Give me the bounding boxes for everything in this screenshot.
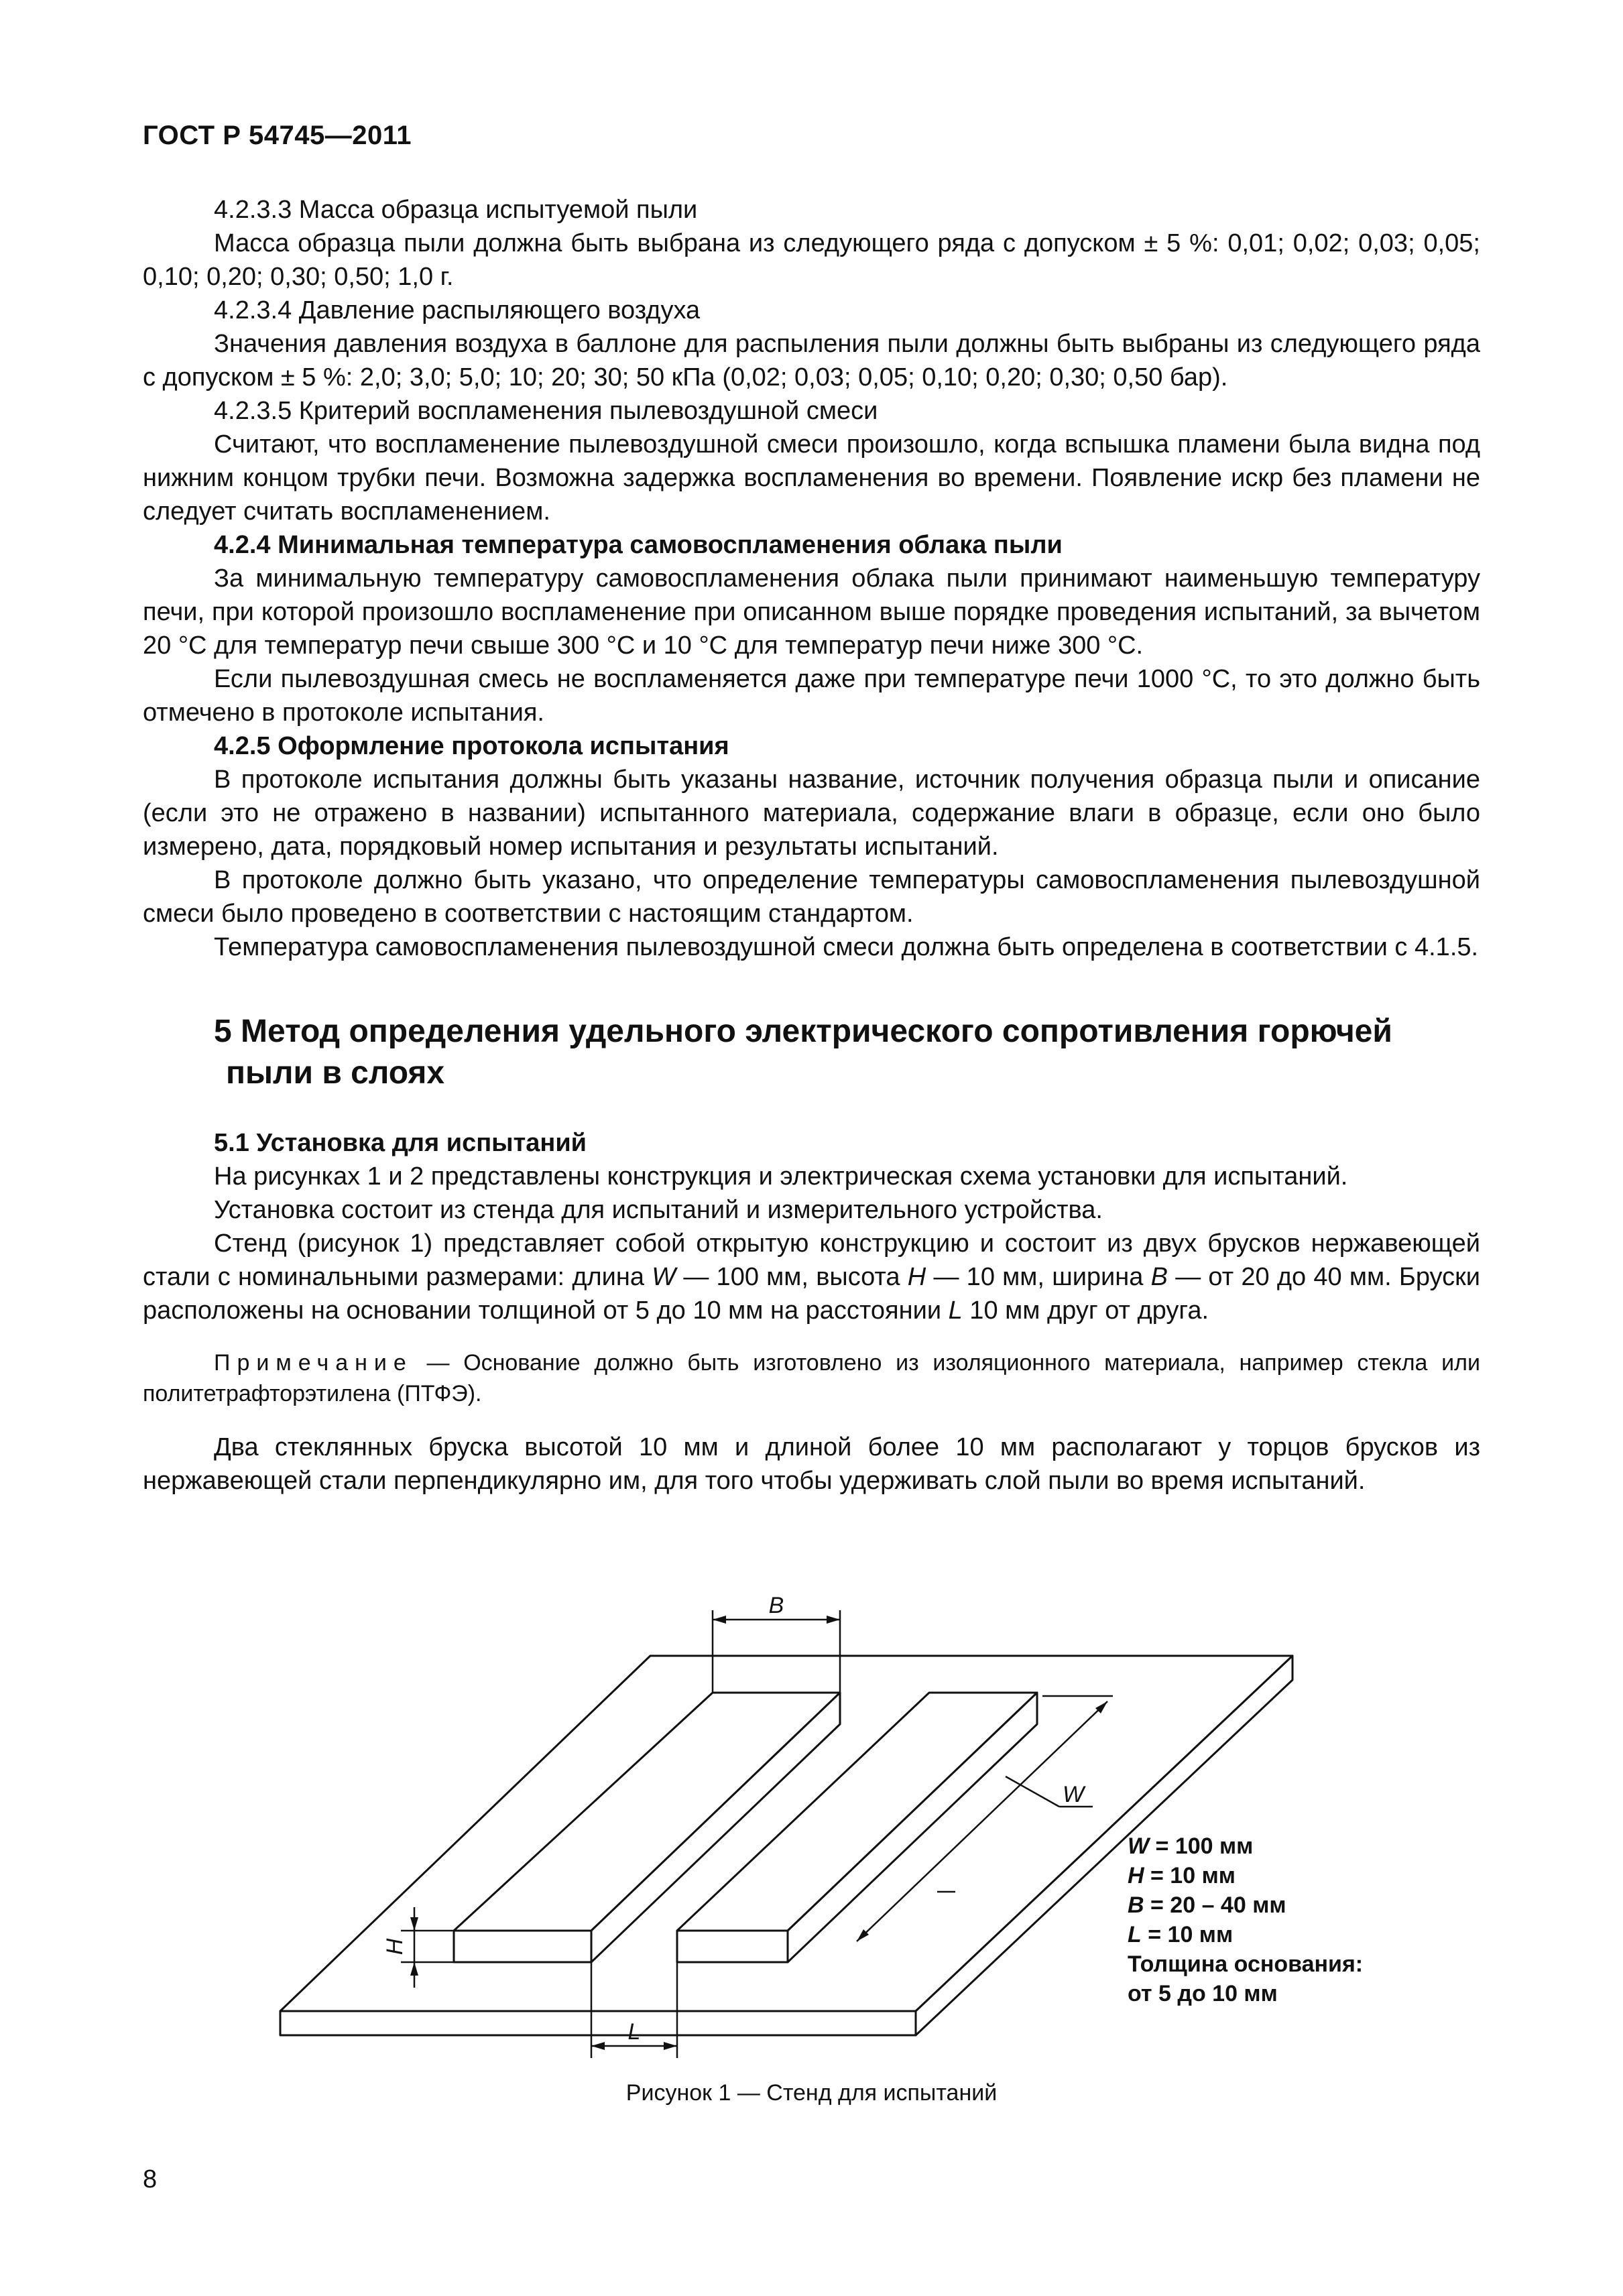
clause-5-1-heading: 5.1 Установка для испытаний xyxy=(214,1129,587,1157)
page-number: 8 xyxy=(143,2165,158,2193)
legend-value: = 10 мм xyxy=(1144,1863,1236,1888)
arrowhead xyxy=(591,2042,605,2050)
legend-value: = 10 мм xyxy=(1141,1922,1234,1947)
note-text: — Основание должно быть изготовлено из изоляционного материала, например стекла или политетрафторэтилена (ПТФЭ). xyxy=(143,1350,1480,1406)
paragraph: Значения давления воздуха в баллоне для распыления пыли должны быть выбраны из следующего ряда с допуском ± 5 %: 2,0; 3,0; 5,0; 10; 20; 30; 50 кПа (0,02; 0,03; 0,05; 0,10; 0,20; 0,30; 0,50 бар). xyxy=(143,330,1480,391)
legend-symbol: W xyxy=(1128,1833,1150,1859)
arrowhead xyxy=(827,1616,840,1624)
legend-base-thickness: Толщина основания: xyxy=(1128,1951,1364,1977)
text-run: — 10 мм, ширина xyxy=(926,1263,1151,1291)
symbol-l: L xyxy=(948,1296,963,1325)
dim-label-h: H xyxy=(382,1938,408,1955)
text-run: — 100 мм, высота xyxy=(676,1263,908,1291)
text-run: Стенд (рисунок 1) представляет собой открытую конструкцию и состоит из двух брусков нержавеющей стали с номинальными размерами: длина xyxy=(143,1229,1480,1291)
symbol-h: H xyxy=(907,1263,926,1291)
legend-l xyxy=(1128,1920,1363,1949)
legend-base-thickness-range: от 5 до 10 мм xyxy=(1128,1981,1278,2006)
paragraph: Если пылевоздушная смесь не воспламеняется даже при температуре печи 1000 °С, то это должно быть отмечено в протоколе испытания. xyxy=(143,665,1480,727)
legend-symbol: H xyxy=(1128,1863,1144,1888)
paragraph: Установка состоит из стенда для испытаний и измерительного устройства. xyxy=(214,1196,1103,1224)
symbol-b: B xyxy=(1150,1263,1168,1291)
text-run: — от 20 до 40 мм. Бруски расположены на основании толщиной от 5 до 10 мм на расстоянии xyxy=(143,1263,1480,1325)
arrowhead xyxy=(664,2042,677,2050)
document-body xyxy=(143,193,1480,1498)
left-bar-front xyxy=(454,1931,591,1962)
paragraph: На рисунках 1 и 2 представлены конструкция и электрическая схема установки для испытаний. xyxy=(214,1162,1348,1191)
section-5-heading-line-1: 5 Метод определения удельного электрического сопротивления горючей xyxy=(214,1014,1392,1049)
legend-value: = 20 – 40 мм xyxy=(1144,1892,1286,1918)
paragraph: Считают, что воспламенение пылевоздушной смеси произошло, когда вспышка пламени была видна под нижним концом трубки печи. Возможна задержка воспламенения во времени. Появление искр без пламени не следует считать воспламенением. xyxy=(143,430,1480,526)
figure-legend xyxy=(1128,1831,1363,2008)
symbol-w: W xyxy=(652,1263,676,1291)
section-5-heading-line-2: пыли в слоях xyxy=(226,1055,445,1091)
dim-label-w: W xyxy=(1063,1782,1085,1807)
paragraph: В протоколе испытания должны быть указаны название, источник получения образца пыли и описание (если это не отражено в названии) испытанного материала, содержание влаги в образце, если оно было измерено, дата, порядковый номер испытания и результаты испытаний. xyxy=(143,766,1480,861)
figure-caption: Рисунок 1 — Стенд для испытаний xyxy=(625,2080,998,2106)
paragraph: Температура самовоспламенения пылевоздушной смеси должна быть определена в соответствии с 4.1.5. xyxy=(214,933,1479,961)
legend-symbol: L xyxy=(1128,1922,1142,1947)
legend-b xyxy=(1128,1890,1363,1920)
clause-4-2-3-3-title: 4.2.3.3 Масса образца испытуемой пыли xyxy=(214,196,698,224)
paragraph: В протоколе должно быть указано, что определение температуры самовоспламенения пылевоздушной смеси было проведено в соответствии с настоящим стандартом. xyxy=(143,866,1480,928)
clause-4-2-5-heading: 4.2.5 Оформление протокола испытания xyxy=(214,732,729,760)
base-plate-front xyxy=(280,2011,916,2035)
arrowhead xyxy=(713,1616,726,1624)
legend-w xyxy=(1128,1831,1363,1861)
paragraph: Два стеклянных бруска высотой 10 мм и длиной более 10 мм располагают у торцов брусков из нержавеющей стали перпендикулярно им, для того чтобы удерживать слой пыли во время испытаний. xyxy=(143,1433,1480,1495)
clause-4-2-3-5-title: 4.2.3.5 Критерий воспламенения пылевоздушной смеси xyxy=(214,397,878,425)
paragraph-stand-description xyxy=(143,1227,1480,1327)
text-run: 10 мм друг от друга. xyxy=(962,1296,1209,1325)
legend-h xyxy=(1128,1861,1363,1890)
note-label: Примечание xyxy=(214,1350,413,1376)
right-bar-front xyxy=(677,1931,788,1962)
clause-4-2-3-4-title: 4.2.3.4 Давление распыляющего воздуха xyxy=(214,296,701,324)
legend-symbol: B xyxy=(1128,1892,1144,1918)
paragraph: Масса образца пыли должна быть выбрана из следующего ряда с допуском ± 5 %: 0,01; 0,02; 0,03; 0,05; 0,10; 0,20; 0,30; 0,50; 1,0 г. xyxy=(143,229,1480,291)
dim-label-b: B xyxy=(768,1593,784,1618)
clause-4-2-4-heading: 4.2.4 Минимальная температура самовоспламенения облака пыли xyxy=(214,531,1063,559)
section-5-heading xyxy=(214,1011,1480,1094)
dim-label-l: L xyxy=(627,2019,641,2045)
document-header: ГОСТ Р 54745—2011 xyxy=(143,121,412,150)
legend-value: = 100 мм xyxy=(1149,1833,1254,1859)
paragraph: За минимальную температуру самовоспламенения облака пыли принимают наименьшую температуру печи, при которой произошло воспламенение при описанном выше порядке проведения испытаний, за вычетом 20 °С для температур печи свыше 300 °С и 10 °С для температур печи ниже 300 °С. xyxy=(143,564,1480,660)
note xyxy=(143,1347,1480,1409)
